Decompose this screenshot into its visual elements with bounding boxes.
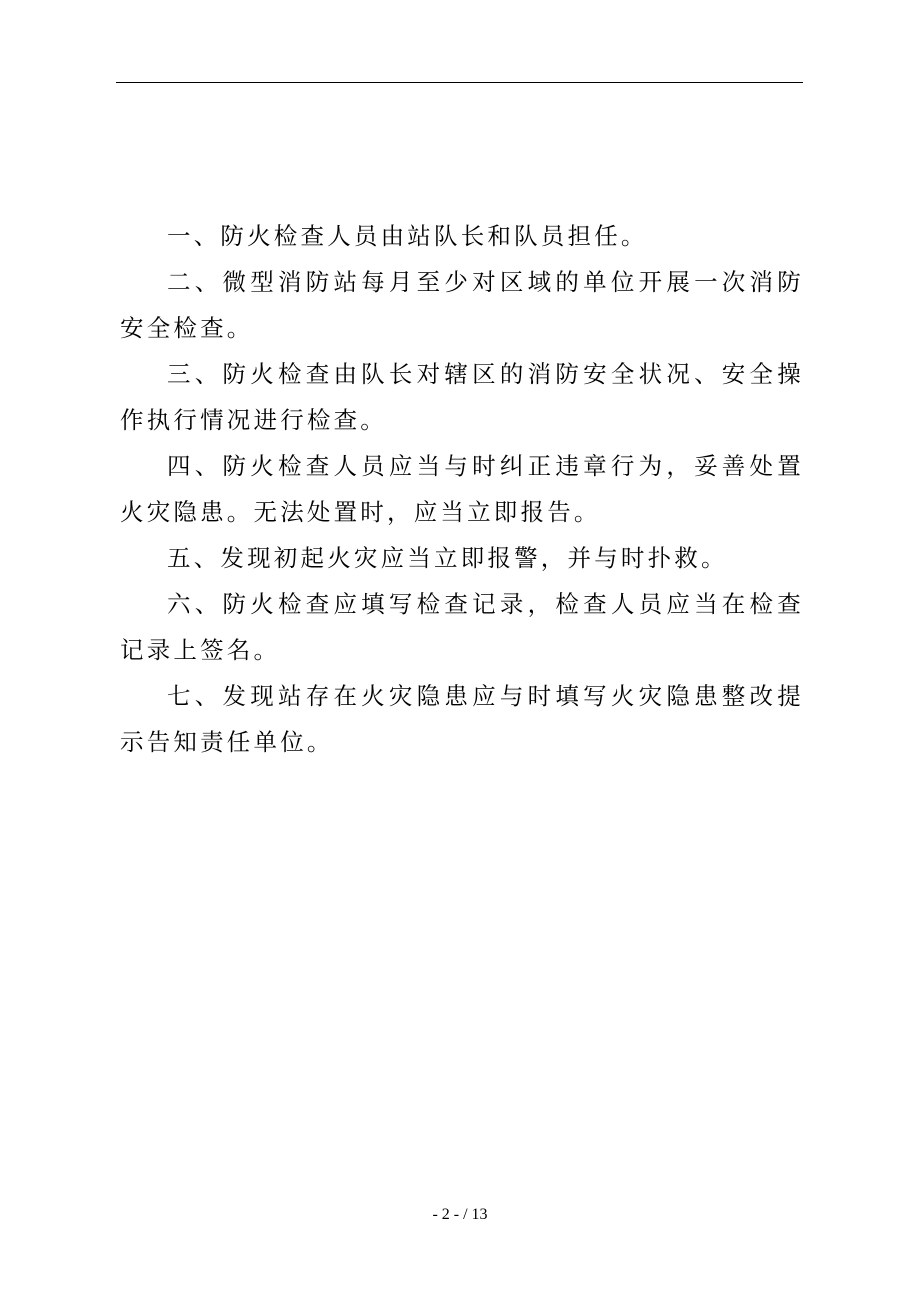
header-rule: [116, 82, 803, 83]
paragraph-5: 五、发现初起火灾应当立即报警，并与时扑救。: [167, 544, 728, 572]
paragraph-6: 六、防火检查应填写检查记录，检查人员应当在检查记录上签名。: [120, 590, 804, 664]
paragraph-2: 二、微型消防站每月至少对区域的单位开展一次消防安全检查。: [120, 268, 804, 342]
paragraph-4: 四、防火检查人员应当与时纠正违章行为，妥善处置火灾隐患。无法处置时，应当立即报告。: [120, 452, 804, 526]
page-number: - 2 - / 13: [432, 1206, 488, 1223]
paragraph-1: 一、防火检查人员由站队长和队员担任。: [167, 222, 648, 250]
paragraph-7: 七、发现站存在火灾隐患应与时填写火灾隐患整改提示告知责任单位。: [120, 682, 804, 756]
paragraph-3: 三、防火检查由队长对辖区的消防安全状况、安全操作执行情况进行检查。: [120, 360, 804, 434]
document-body: [120, 213, 804, 765]
